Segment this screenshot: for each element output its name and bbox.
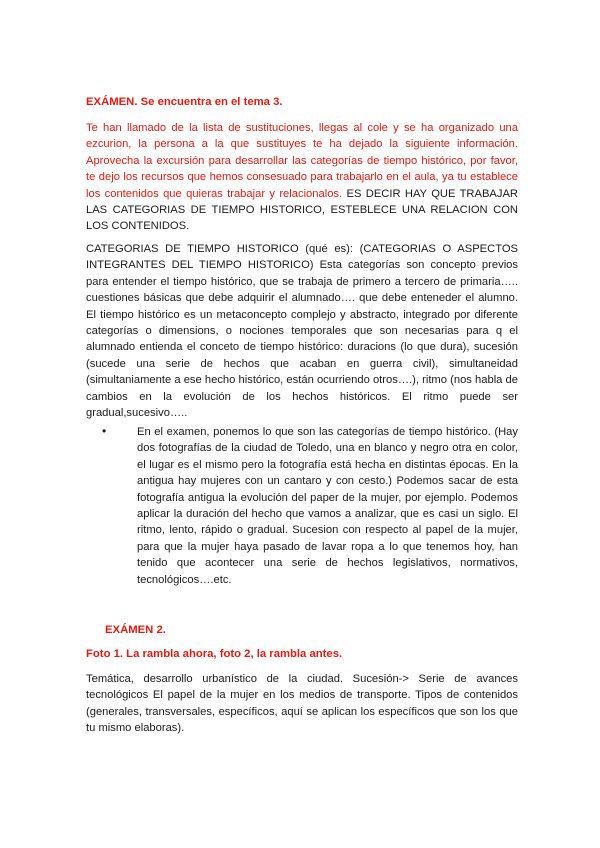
instructions-red-text: Te han llamado de la lista de sustituciones, llegas al cole y se ha organizado una ezcurion, la persona a la que sustituyes te ha dejado la siguiente información. Aprovecha la excursión para desarrollar las categorías de tiempo histórico, por favor, te dejo los recursos que hemos consesuado para trabajarlo en el aula, ya tu establece los contenidos que quieras trabajar y relacionalos.	[86, 122, 518, 200]
exam2-paragraph: Temática, desarrollo urbanístico de la ciudad. Sucesión-> Serie de avances tecnológicos El papel de la mujer en los medios de transporte. Tipos de contenidos (generales, transversales, específicos, aquí se aplican los específicos que son los que tu mismo elaboras).	[86, 673, 518, 735]
exam1-heading: EXÁMEN. Se encuentra en el tema 3.	[86, 96, 283, 108]
exam2-heading: EXÁMEN 2.	[105, 624, 166, 636]
categories-paragraph: CATEGORIAS DE TIEMPO HISTORICO (qué es): (CATEGORIAS O ASPECTOS INTEGRANTES DEL TIEMPO HISTORICO) Esta categorías son concepto previos para entender el tiempo histórico, que se trabaja de primero a tercero de primaria….. cuestiones básicas que debe adquirir el alumnado…. que debe enteneder el alumno. El tiempo histórico es un metaconcepto complejo y abstracto, integrado por diferente categorías o dimensions, o nociones temporales que son necesarias para q el alumnado entienda el conceto de tiempo histórico: duracions (lo que dura), sucesión (sucede una serie de hechos que acaban en guerra civil), simultaneidad (simultaniamente a ese hecho histórico, están ocurriendo otros….), ritmo (nos habla de cambios en la evolución de los hechos históricos. El ritmo puede ser gradual,sucesivo…..	[86, 243, 518, 420]
bullet-list-item	[102, 424, 518, 588]
bullet-symbol: •	[102, 424, 107, 438]
bullet-text: En el examen, ponemos lo que son las categorías de tiempo histórico. (Hay dos fotografías de la ciudad de Toledo, una en blanco y negro otra en color, el lugar es el mismo pero la fotografía está hecha en distintas épocas. En la antigua hay mujeres con un cantaro y con cesto.) Podemos sacar de esta fotografía antigua la evolución del paper de la mujer, por ejemplo. Podemos aplicar la duración del hecho que vamos a analizar, que es casi un siglo. El ritmo, lento, rápido o gradual. Sucesion con respecto al papel de la mujer, para que la mujer haya pasado de lavar ropa a lo que tenemos hoy, han tenido que acontecer una serie de hechos legislativos, normativos, tecnológicos….etc.	[137, 426, 518, 586]
exam2-subheading: Foto 1. La rambla ahora, foto 2, la rambla antes.	[86, 648, 343, 660]
instructions-black-text: ES DECIR HAY QUE TRABAJAR LAS CATEGORIAS DE TIEMPO HISTORICO, ESTEBLECE UNA RELACION CON LOS CONTENIDOS.	[86, 187, 519, 233]
instructions-paragraph	[86, 120, 518, 235]
